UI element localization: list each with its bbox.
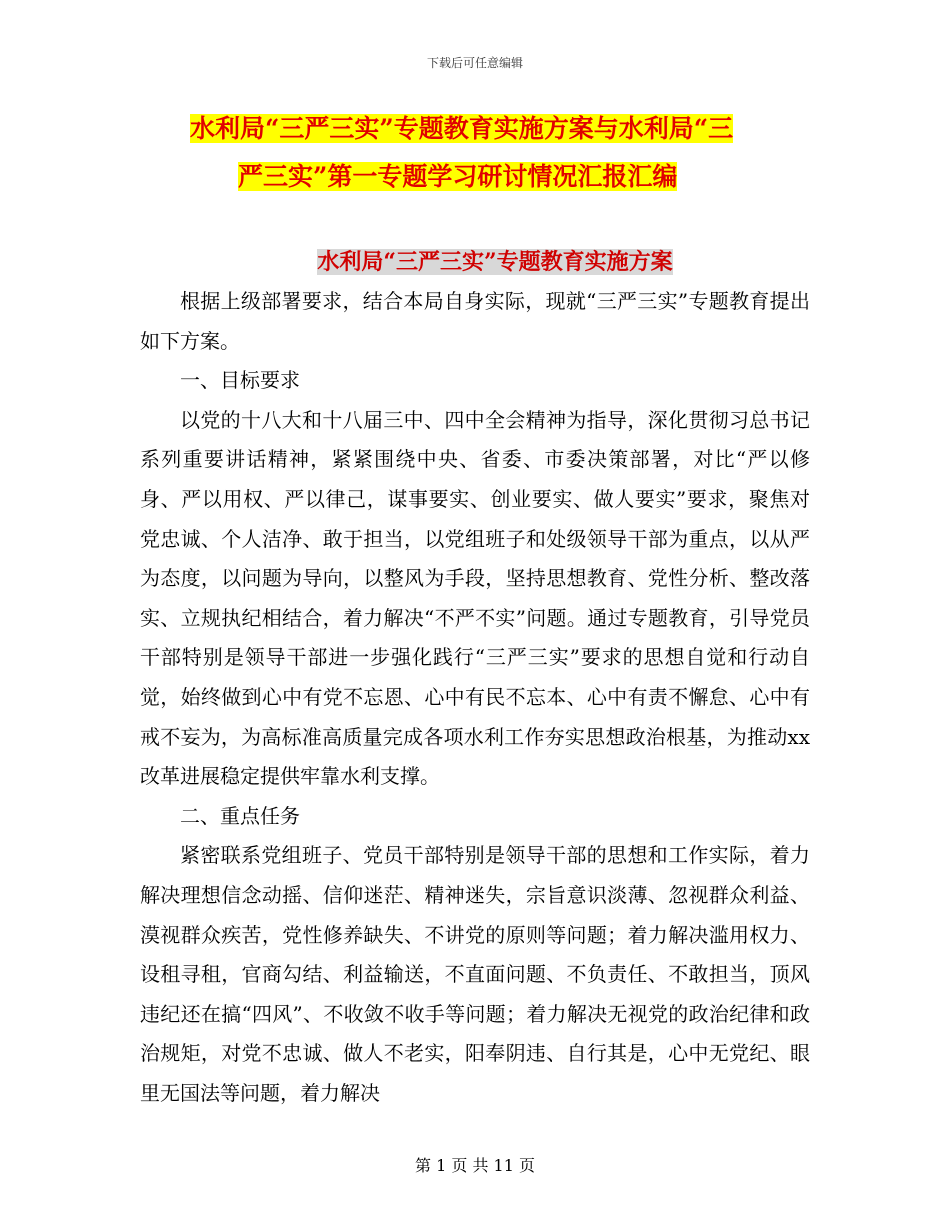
- document-title-text-1: 水利局“三严三实”专题教育实施方案与水利局“三: [190, 114, 734, 143]
- paragraph-goals: 以党的十八大和十八届三中、四中全会精神为指导，深化贯彻习总书记系列重要讲话精神，紧紧围绕中央、省委、市委决策部署，对比“严以修身、严以用权、严以律己，谋事要实、创业要实、做人要实”要求，聚焦对党忠诚、个人洁净、敢于担当，以党组班子和处级领导干部为重点，以从严为态度，以问题为导向，以整风为手段，坚持思想教育、党性分析、整改落实、立规执纪相结合，着力解决“不严不实”问题。通过专题教育，引导党员干部特别是领导干部进一步强化践行“三严三实”要求的思想自觉和行动自觉，始终做到心中有党不忘恩、心中有民不忘本、心中有责不懈怠、心中有戒不妄为，为高标准高质量完成各项水利工作夯实思想政治根基，为推动xx改革进展稳定提供牢靠水利支撑。: [140, 407, 810, 789]
- page-header-note: 下载后可任意编辑: [426, 56, 523, 70]
- section-heading-text: 水利局“三严三实”专题教育实施方案: [317, 249, 673, 275]
- document-title-line-2: [238, 152, 838, 202]
- paragraph-heading-goals: 一、目标要求: [180, 368, 300, 393]
- paragraph-heading-tasks: 二、重点任务: [180, 803, 300, 828]
- document-title-line-1: [190, 104, 830, 154]
- document-body: [140, 282, 810, 1113]
- document-title-text-2: 严三实”第一专题学习研讨情况汇报汇编: [238, 162, 678, 191]
- paragraph-intro: 根据上级部署要求，结合本局自身实际，现就“三严三实”专题教育提出如下方案。: [140, 289, 810, 353]
- section-heading: [0, 240, 950, 284]
- page-footer: 第 1 页 共 11 页: [415, 1156, 535, 1175]
- paragraph-tasks: 紧密联系党组班子、党员干部特别是领导干部的思想和工作实际，着力解决理想信念动摇、信仰迷茫、精神迷失，宗旨意识淡薄、忽视群众利益、漠视群众疾苦，党性修养缺失、不讲党的原则等问题；着力解决滥用权力、设租寻租，官商勾结、利益输送，不直面问题、不负责任、不敢担当，顶风违纪还在搞“四风”、不收敛不收手等问题；着力解决无视党的政治纪律和政治规矩，对党不忠诚、做人不老实，阳奉阴违、自行其是，心中无党纪、眼里无国法等问题，着力解决: [140, 843, 810, 1105]
